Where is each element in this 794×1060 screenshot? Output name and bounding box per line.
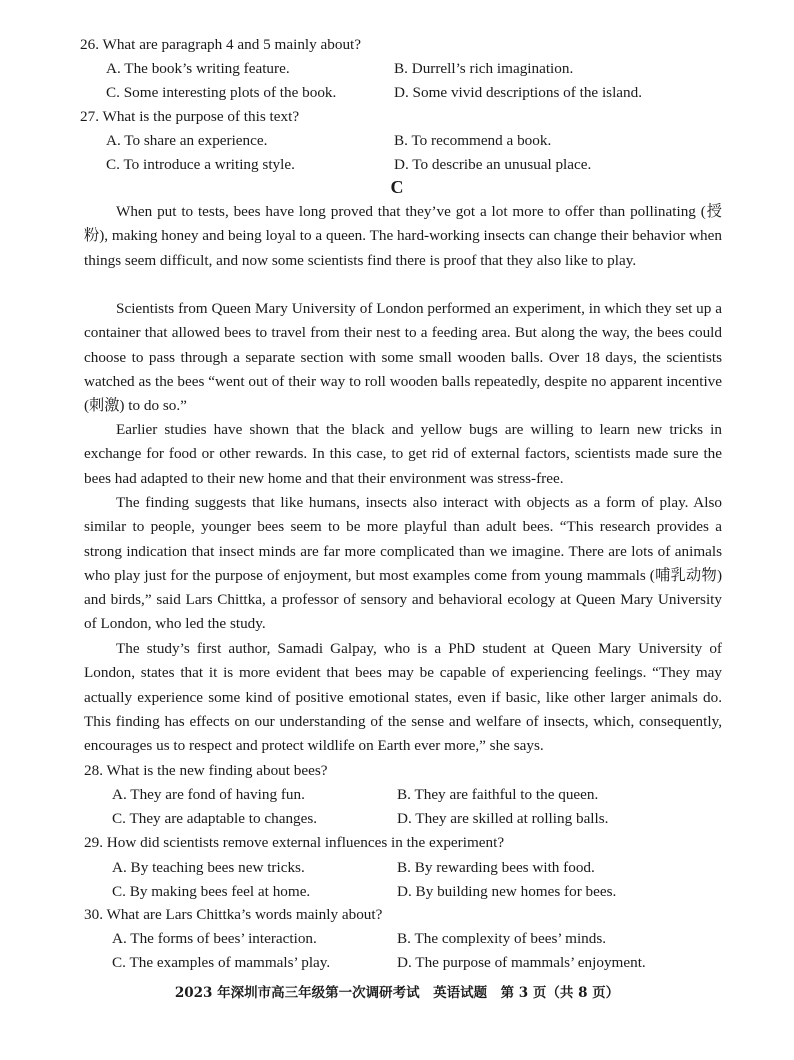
question-28-option-a: A. They are fond of having fun. [112, 786, 305, 803]
question-29-option-d: D. By building new homes for bees. [397, 883, 617, 900]
question-29-option-a: A. By teaching bees new tricks. [112, 859, 305, 876]
question-27-option-c: C. To introduce a writing style. [106, 156, 295, 173]
question-28-stem: 28. What is the new finding about bees? [84, 762, 328, 779]
question-30-stem: 30. What are Lars Chittka’s words mainly about? [84, 906, 383, 923]
question-26-option-d: D. Some vivid descriptions of the island. [394, 84, 643, 101]
passage-paragraph-1: When put to tests, bees have long proved that they’ve got a lot more to offer than pollinating (授粉), making honey and being loyal to a queen. The hard-working insects can change their behavior when things seem difficult, and now some scientists find there is proof that they also like to play. [84, 203, 722, 269]
passage-paragraph-5: The study’s first author, Samadi Galpay, who is a PhD student at Queen Mary University of London, states that it is more evident that bees may be capable of experiencing feelings. “They may actually experience some kind of positive emotional states, even if basic, like other larger animals do. This finding has effects on our understanding of the sense and welfare of insects, which, consequently, encourages us to respect and protect wildlife on Earth ever more,” she says. [84, 640, 722, 755]
question-26-option-c: C. Some interesting plots of the book. [106, 84, 337, 101]
question-27-stem: 27. What is the purpose of this text? [80, 108, 300, 125]
question-28-option-b: B. They are faithful to the queen. [397, 786, 599, 803]
question-30-option-b: B. The complexity of bees’ minds. [397, 930, 607, 947]
question-28-option-c: C. They are adaptable to changes. [112, 810, 318, 827]
question-26-option-b: B. Durrell’s rich imagination. [394, 60, 574, 77]
question-27-option-b: B. To recommend a book. [394, 132, 552, 149]
question-27-option-a: A. To share an experience. [106, 132, 268, 149]
question-30-option-a: A. The forms of bees’ interaction. [112, 930, 317, 947]
question-29-option-b: B. By rewarding bees with food. [397, 859, 595, 876]
question-30-option-d: D. The purpose of mammals’ enjoyment. [397, 954, 646, 971]
question-29-option-c: C. By making bees feel at home. [112, 883, 311, 900]
page-footer: 2023 年深圳市高三年级第一次调研考试 英语试题 第 3 页（共 8 页） [174, 985, 620, 1001]
passage-paragraph-2: Scientists from Queen Mary University of London performed an experiment, in which they set up a container that allowed bees to travel from their nest to a feeding area. But along the way, the bees could choose to pass through a separate section with some small wooden balls. Over 18 days, the scientists watched as the bees “went out of their way to roll wooden balls repeatedly, despite no apparent incentive (刺激) to do so.” [84, 300, 722, 415]
passage-paragraph-3: Earlier studies have shown that the black and yellow bugs are willing to learn new tricks in exchange for food or other rewards. In this case, to get rid of external factors, scientists made sure the bees had adapted to their new home and that their environment was stress-free. [84, 421, 722, 487]
passage-paragraph-4: The finding suggests that like humans, insects also interact with objects as a form of play. Also similar to people, younger bees seem to be more playful than adult bees. “This research provides a strong indication that insect minds are far more complicated than we imagine. There are lots of animals who play just for the purpose of enjoyment, but most examples come from young mammals (哺乳动物) and birds,” said Lars Chittka, a professor of sensory and behavioral ecology at Queen Mary University of London, who led the study. [84, 494, 722, 633]
question-30-option-c: C. The examples of mammals’ play. [112, 954, 331, 971]
question-26-stem: 26. What are paragraph 4 and 5 mainly about? [80, 36, 362, 53]
question-28-option-d: D. They are skilled at rolling balls. [397, 810, 609, 827]
question-26-option-a: A. The book’s writing feature. [106, 60, 290, 77]
question-29-stem: 29. How did scientists remove external influences in the experiment? [84, 834, 505, 851]
question-27-option-d: D. To describe an unusual place. [394, 156, 592, 173]
section-heading: C [390, 177, 404, 197]
